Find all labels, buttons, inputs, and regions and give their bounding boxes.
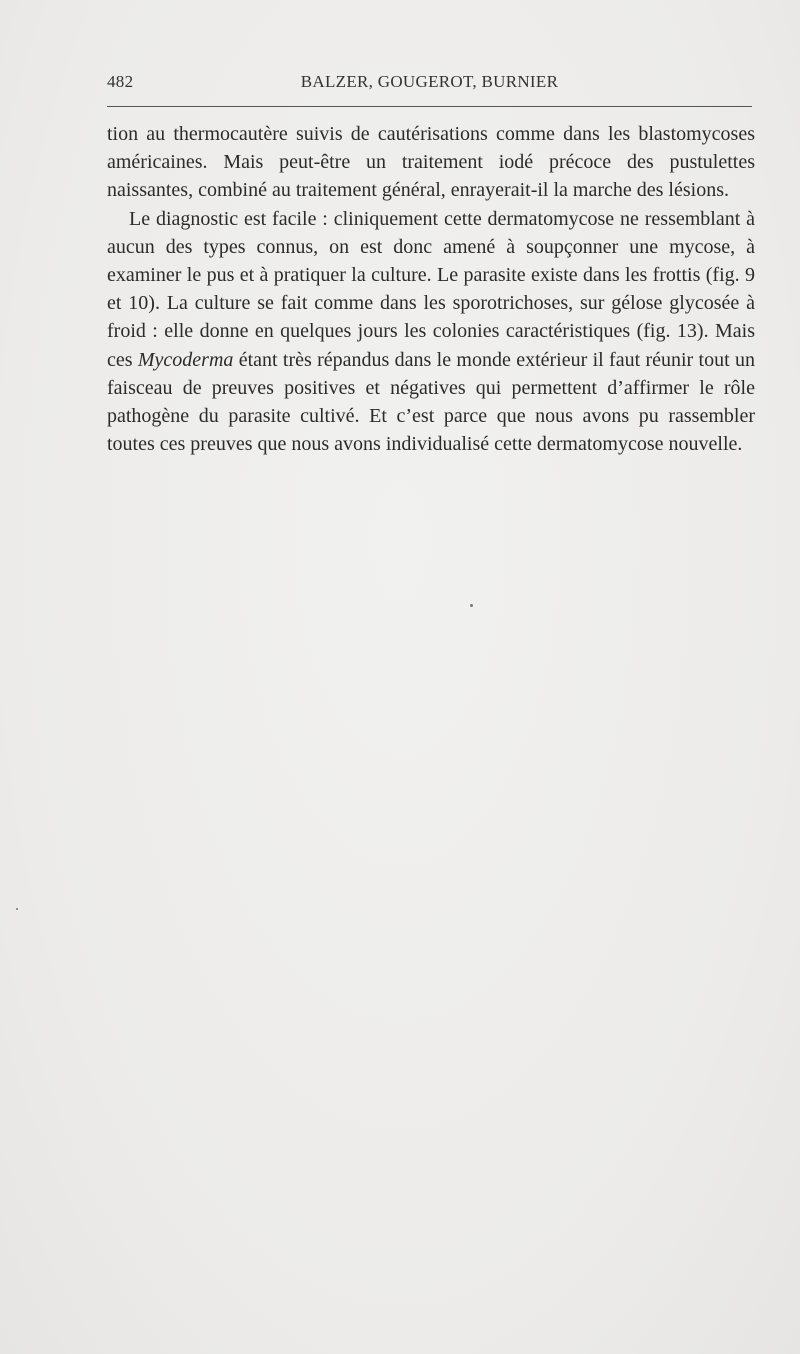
mycoderma-term: Mycoderma xyxy=(137,348,234,371)
paper-speck xyxy=(470,604,473,607)
running-head xyxy=(107,72,752,98)
paper-speck xyxy=(16,908,18,910)
page-number: 482 xyxy=(107,72,134,91)
paragraph-diagnosis-part-2: étant très répandus dans le monde extérieur il faut réunir tout un faisceau de preuves positives et négatives qui permettent d’affirmer le rôle pathogène du parasite cultivé. Et c’est parce que nous avons pu rassembler toutes ces preuves que nous avons individualisé cette dermatomycose nouvelle. xyxy=(107,348,755,456)
body-text xyxy=(107,120,755,458)
header-rule xyxy=(107,106,752,107)
running-head-authors: BALZER, GOUGEROT, BURNIER xyxy=(300,72,559,91)
paragraph-treatment: tion au thermocautère suivis de cautérisations comme dans les blastomycoses américaines. Mais peut-être un traitement iodé précoce des pustulettes naissantes, combiné au traitement général, enrayerait-il la marche des lésions. xyxy=(107,123,755,202)
paragraph-diagnosis xyxy=(107,205,755,459)
paragraph-diagnosis-part-1: Le diagnostic est facile : cliniquement cette dermatomycose ne ressemblant à aucun des types connus, on est donc amené à soupçonner une mycose, à examiner le pus et à pratiquer la culture. Le parasite existe dans les frottis (fig. 9 et 10). La culture se fait comme dans les sporotrichoses, sur gélose glycosée à froid : elle donne en quelques jours les colonies caractéristiques (fig. 13). Mais ces xyxy=(107,207,755,371)
